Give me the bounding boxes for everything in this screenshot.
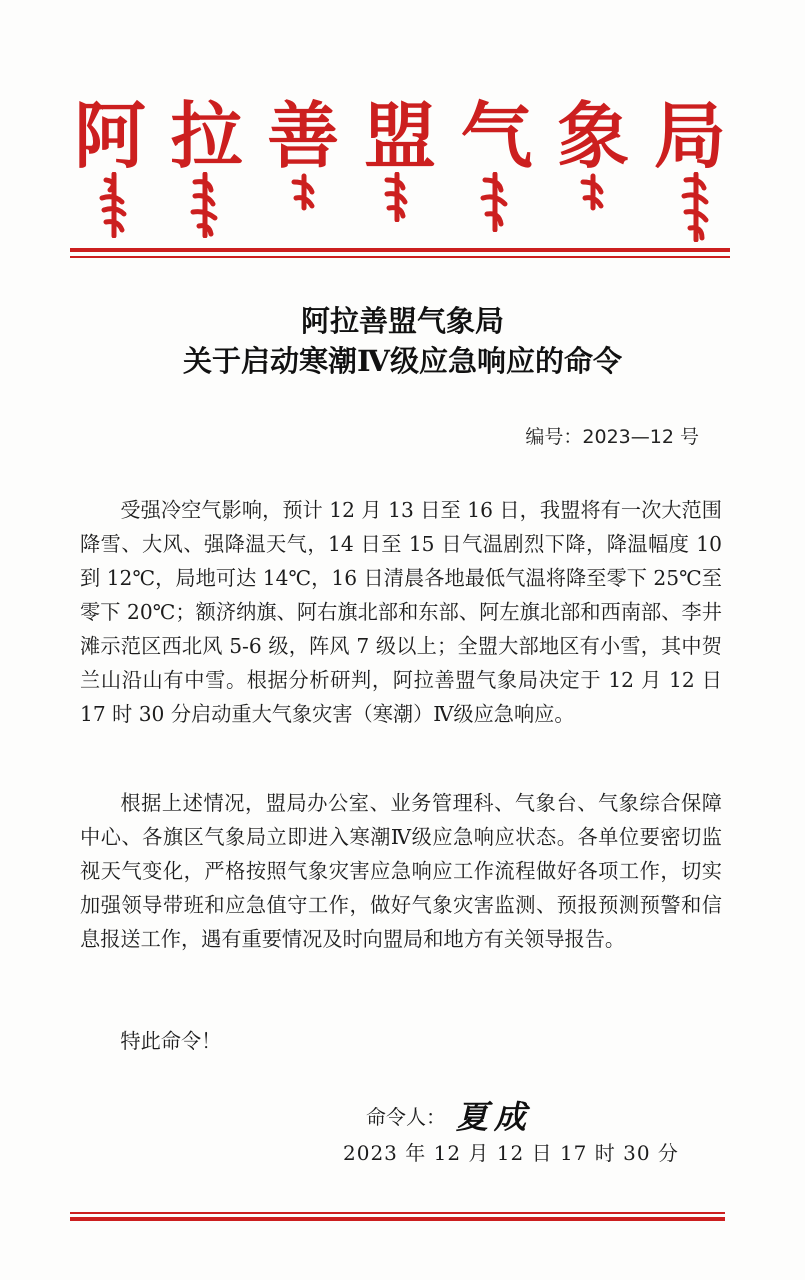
letterhead-char: 善 [267, 93, 340, 178]
body-paragraph [80, 493, 722, 731]
mongolian-word-glyph [286, 172, 322, 212]
mongolian-word-glyph [379, 172, 415, 222]
body-paragraph [80, 1024, 722, 1058]
paragraph-text: 受强冷空气影响，预计 12 月 13 日至 16 日，我盟将有一次大范围降雪、大风、强降温天气，14 日至 15 日气温剧烈下降，降温幅度 10 到 12℃，局地可达 14℃，16 日清晨各地最低气温将降至零下 25℃至零下 20℃；额济纳旗、阿右旗北部和东部、阿左旗北部和西南部、李井滩示范区西北风 5-6 级，阵风 7 级以上；全盟大部地区有小雪，其中贺兰山沿山有中雪。根据分析研判，阿拉善盟气象局决定于 12 月 12 日 17 时 30 分启动重大气象灾害（寒潮）Ⅳ级应急响应。 [80, 498, 722, 726]
sign-date: 2023 年 12 月 12 日 17 时 30 分 [343, 1141, 679, 1165]
document-number: 编号：2023—12 号 [525, 426, 699, 448]
letterhead-char: 局 [653, 93, 726, 178]
mongolian-word-glyph [575, 172, 611, 212]
letterhead-char: 阿 [73, 93, 146, 178]
letterhead-org-name [70, 93, 730, 178]
document-title-line-2: 关于启动寒潮Ⅳ级应急响应的命令 [183, 344, 622, 378]
paragraph-text: 根据上述情况，盟局办公室、业务管理科、气象台、气象综合保障中心、各旗区气象局立即进入寒潮Ⅳ级应急响应状态。各单位要密切监视天气变化，严格按照气象灾害应急响应工作流程做好各项工作，切实加强领导带班和应急值守工作，做好气象灾害监测、预报预测预警和信息报送工作，遇有重要情况及时向盟局和地方有关领导报告。 [80, 791, 722, 951]
letterhead-char: 拉 [170, 93, 243, 178]
paragraph-text: 特此命令！ [120, 1029, 222, 1053]
mongolian-word-glyph [477, 172, 513, 232]
signer-handwritten-signature: 夏成 [456, 1098, 533, 1136]
body-paragraph [80, 786, 722, 956]
footer-red-rule [70, 1212, 725, 1221]
letterhead-char: 象 [557, 93, 630, 178]
signer-row [366, 1092, 532, 1138]
letterhead-char: 盟 [363, 93, 436, 178]
letterhead-red-rule [70, 248, 730, 258]
letterhead-char: 气 [460, 93, 533, 178]
document-title-line-1: 阿拉善盟气象局 [300, 304, 504, 338]
mongolian-word-glyph [678, 172, 714, 242]
letterhead-mongolian-script [70, 172, 730, 242]
signer-label: 命令人： [366, 1104, 446, 1129]
mongolian-word-glyph [96, 172, 132, 238]
mongolian-word-glyph [187, 172, 223, 238]
